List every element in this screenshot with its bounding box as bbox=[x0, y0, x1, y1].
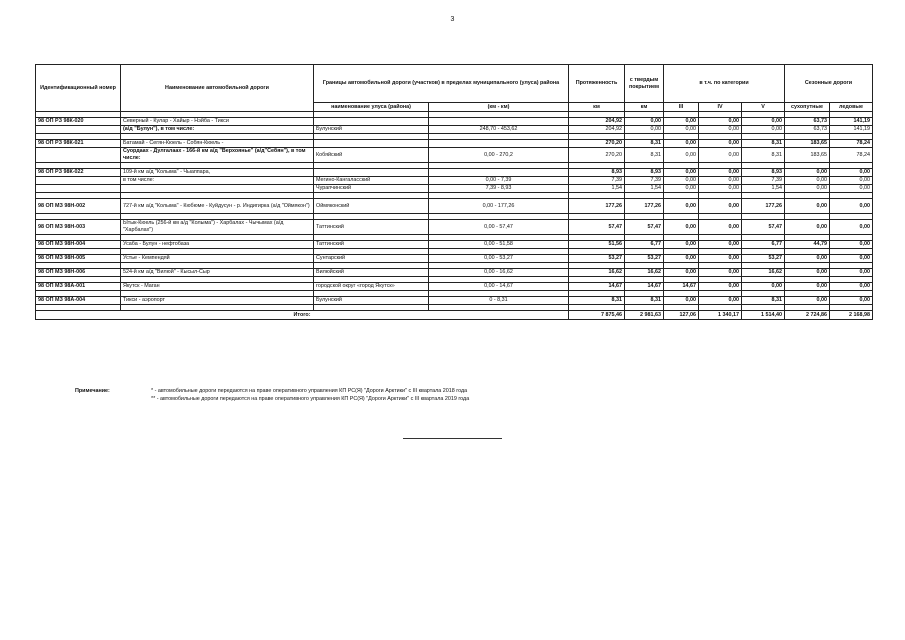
table-cell-name: 727-й км а/д "Колыма" - Кюбюме - Куйдусун - р. Индигирка (а/д "Оймякон") bbox=[121, 199, 314, 214]
table-cell-name: Тикси - аэропорт bbox=[121, 297, 314, 305]
table-cell-c5: 8,31 bbox=[742, 148, 785, 163]
header-unit-km: км bbox=[625, 103, 664, 112]
table-cell-c3: 0,00 bbox=[664, 169, 699, 177]
table-cell-c3: 0,00 bbox=[664, 199, 699, 214]
table-cell-len: 51,56 bbox=[569, 241, 625, 249]
header-cat5: V bbox=[742, 103, 785, 112]
table-cell-district: городской округ «город Якутск» bbox=[314, 283, 429, 291]
note-item: * - автомобильные дороги передаются на праве оперативного управления КП РС(Я) "Дороги Арктики" с III квартала 2018 года bbox=[151, 388, 468, 394]
header-cat3: III bbox=[664, 103, 699, 112]
table-cell-dry: 0,00 bbox=[785, 185, 830, 193]
table-cell-district: Вилюйский bbox=[314, 269, 429, 277]
table-row bbox=[36, 255, 873, 263]
table-cell-c3: 0,00 bbox=[664, 177, 699, 185]
table-row bbox=[36, 297, 873, 305]
table-cell-len: 14,67 bbox=[569, 283, 625, 291]
table-cell-district: Оймяконский bbox=[314, 199, 429, 214]
table-cell-dry: 63,73 bbox=[785, 126, 830, 134]
header-row bbox=[36, 65, 873, 103]
table-cell-district: Мегино-Кангаласский bbox=[314, 177, 429, 185]
table-cell-c3: 0,00 bbox=[664, 255, 699, 263]
table-cell-c4: 0,00 bbox=[699, 118, 742, 126]
table-cell-c3: 0,00 bbox=[664, 269, 699, 277]
table-cell-name: Якутск - Маган bbox=[121, 283, 314, 291]
table-cell-id: 98 ОП МЗ 98Н-003 bbox=[36, 220, 121, 235]
total-c4: 1 340,17 bbox=[699, 311, 742, 320]
table-row bbox=[36, 118, 873, 126]
table-cell-id: 98 ОП МЗ 98А-004 bbox=[36, 297, 121, 305]
table-cell-ice: 0,00 bbox=[830, 199, 873, 214]
table-cell-district bbox=[314, 140, 429, 148]
table-cell-district: Кобяйский bbox=[314, 148, 429, 163]
table-row bbox=[36, 169, 873, 177]
table-row bbox=[36, 283, 873, 291]
table-cell-c4: 0,00 bbox=[699, 185, 742, 193]
header-cat4: IV bbox=[699, 103, 742, 112]
table-cell-c3: 0,00 bbox=[664, 140, 699, 148]
header-length: Протяженность bbox=[569, 65, 625, 103]
table-cell-c5: 8,31 bbox=[742, 297, 785, 305]
table-cell-dry: 183,65 bbox=[785, 148, 830, 163]
header-dry: сухопутные bbox=[785, 103, 830, 112]
table-cell-len: 177,26 bbox=[569, 199, 625, 214]
table-cell-dry: 0,00 bbox=[785, 177, 830, 185]
table-cell-c5: 53,27 bbox=[742, 255, 785, 263]
header-bounds: Границы автомобильной дороги (участков) в пределах муниципального (улуса) района bbox=[314, 65, 569, 103]
page-number: 3 bbox=[450, 16, 455, 23]
total-dry: 2 724,86 bbox=[785, 311, 830, 320]
table-cell-c5: 57,47 bbox=[742, 220, 785, 235]
table-cell-hard: 6,77 bbox=[625, 241, 664, 249]
table-cell-hard: 177,26 bbox=[625, 199, 664, 214]
table-cell-dry: 0,00 bbox=[785, 269, 830, 277]
table-cell-km: 0,00 - 53,27 bbox=[429, 255, 569, 263]
table-cell-dry: 0,00 bbox=[785, 199, 830, 214]
table-cell-c4: 0,00 bbox=[699, 140, 742, 148]
table-cell-km bbox=[429, 118, 569, 126]
table-cell-hard: 53,27 bbox=[625, 255, 664, 263]
roads-table bbox=[35, 64, 873, 320]
table-cell-id: 98 ОП МЗ 98Н-006 bbox=[36, 269, 121, 277]
table-cell-c5: 16,62 bbox=[742, 269, 785, 277]
table-cell-ice: 0,00 bbox=[830, 269, 873, 277]
total-row bbox=[36, 311, 873, 320]
table-cell-c3: 0,00 bbox=[664, 126, 699, 134]
table-cell-ice: 0,00 bbox=[830, 297, 873, 305]
table-cell-c4: 0,00 bbox=[699, 199, 742, 214]
table-cell-id bbox=[36, 126, 121, 134]
table-cell-c5: 8,93 bbox=[742, 169, 785, 177]
table-cell-name: Устье - Кемпендяй bbox=[121, 255, 314, 263]
table-cell-dry: 0,00 bbox=[785, 220, 830, 235]
table-body bbox=[36, 112, 873, 320]
table-cell-dry: 0,00 bbox=[785, 255, 830, 263]
table-cell-len: 1,54 bbox=[569, 185, 625, 193]
table-cell-name: Ытык-Кюель (256-й км а/д "Колыма") - Харбалах - Чычымах (а/д "Харбалах") bbox=[121, 220, 314, 235]
table-row bbox=[36, 126, 873, 134]
table-cell-c3: 0,00 bbox=[664, 118, 699, 126]
table-cell-len: 270,20 bbox=[569, 148, 625, 163]
table-cell-ice: 0,00 bbox=[830, 169, 873, 177]
header-by-category: в т.ч. по категории bbox=[664, 65, 785, 103]
total-c3: 127,06 bbox=[664, 311, 699, 320]
table-cell-c4: 0,00 bbox=[699, 241, 742, 249]
table-cell-c4: 0,00 bbox=[699, 177, 742, 185]
table-cell-name: Батамай - Сегян-Кюель - Собян-Кюель - bbox=[121, 140, 314, 148]
table-cell-len: 270,20 bbox=[569, 140, 625, 148]
table-cell-km: 0,00 - 7,39 bbox=[429, 177, 569, 185]
header-bounds-km: (км - км) bbox=[429, 103, 569, 112]
table-cell-district: Чурапчинский bbox=[314, 185, 429, 193]
table-cell-len: 8,93 bbox=[569, 169, 625, 177]
table-cell-name: 524-й км а/д "Вилюй" - Кысыл-Сыр bbox=[121, 269, 314, 277]
table-cell-c5: 0,00 bbox=[742, 126, 785, 134]
table-cell-ice: 0,00 bbox=[830, 220, 873, 235]
table-cell-name: Северный - Кулар - Хайыр - Нэйба - Тикси bbox=[121, 118, 314, 126]
table-cell-c5: 0,00 bbox=[742, 118, 785, 126]
table-cell-id: 98 ОП РЗ 98К-021 bbox=[36, 140, 121, 148]
header-name: Наименование автомобильной дороги bbox=[121, 65, 314, 112]
table-cell-dry: 44,79 bbox=[785, 241, 830, 249]
notes-list bbox=[151, 387, 469, 403]
table-cell-district: Таттинский bbox=[314, 220, 429, 235]
table-cell-ice: 141,19 bbox=[830, 126, 873, 134]
table-cell-km: 7,39 - 8,93 bbox=[429, 185, 569, 193]
table-cell-c4: 0,00 bbox=[699, 269, 742, 277]
table-cell-len: 16,62 bbox=[569, 269, 625, 277]
table-row bbox=[36, 177, 873, 185]
table-cell-c3: 14,67 bbox=[664, 283, 699, 291]
table-cell-c4: 0,00 bbox=[699, 126, 742, 134]
table-cell-c4: 0,00 bbox=[699, 220, 742, 235]
note-item: ** - автомобильные дороги передаются на праве оперативного управления КП РС(Я) "Дороги Арктики" с III квартала 2019 года bbox=[151, 396, 470, 402]
table-cell-dry: 0,00 bbox=[785, 283, 830, 291]
total-ice: 2 168,98 bbox=[830, 311, 873, 320]
table-cell-ice: 0,00 bbox=[830, 255, 873, 263]
table-cell-c4: 0,00 bbox=[699, 169, 742, 177]
table-row bbox=[36, 241, 873, 249]
table-cell-c5: 7,39 bbox=[742, 177, 785, 185]
table-cell-c5: 6,77 bbox=[742, 241, 785, 249]
table-cell-dry: 0,00 bbox=[785, 169, 830, 177]
table-row bbox=[36, 140, 873, 148]
table-cell-ice: 78,24 bbox=[830, 140, 873, 148]
table-cell-c3: 0,00 bbox=[664, 241, 699, 249]
table-cell-km bbox=[429, 169, 569, 177]
table-cell-km: 0,00 - 16,62 bbox=[429, 269, 569, 277]
table-cell-district: Таттинский bbox=[314, 241, 429, 249]
table-cell-hard: 8,31 bbox=[625, 148, 664, 163]
table-cell-c4: 0,00 bbox=[699, 148, 742, 163]
table-cell-c3: 0,00 bbox=[664, 220, 699, 235]
table-cell-dry: 0,00 bbox=[785, 297, 830, 305]
table-cell-ice: 0,00 bbox=[830, 241, 873, 249]
total-c5: 1 514,40 bbox=[742, 311, 785, 320]
total-label: Итого: bbox=[36, 311, 569, 320]
table-cell-c4: 0,00 bbox=[699, 283, 742, 291]
table-cell-hard: 8,31 bbox=[625, 140, 664, 148]
table-cell-id: 98 ОП МЗ 98Н-005 bbox=[36, 255, 121, 263]
table-cell-c3: 0,00 bbox=[664, 297, 699, 305]
table-cell-district bbox=[314, 169, 429, 177]
table-cell-km: 0,00 - 177,26 bbox=[429, 199, 569, 214]
table-cell-ice: 0,00 bbox=[830, 177, 873, 185]
header-unit-km: км bbox=[569, 103, 625, 112]
table-cell-name: 109-й км а/д "Колыма" - Чыаппара, bbox=[121, 169, 314, 177]
table-cell-ice: 0,00 bbox=[830, 185, 873, 193]
table-cell-hard: 0,00 bbox=[625, 126, 664, 134]
total-hard: 2 981,63 bbox=[625, 311, 664, 320]
table-cell-len: 204,92 bbox=[569, 118, 625, 126]
table-cell-hard: 14,67 bbox=[625, 283, 664, 291]
table-cell-len: 204,92 bbox=[569, 126, 625, 134]
table-cell-len: 8,31 bbox=[569, 297, 625, 305]
table-cell-district: Сунтарский bbox=[314, 255, 429, 263]
table-cell-km: 0 - 8,31 bbox=[429, 297, 569, 305]
table-cell-c4: 0,00 bbox=[699, 297, 742, 305]
table-cell-len: 53,27 bbox=[569, 255, 625, 263]
total-len: 7 875,46 bbox=[569, 311, 625, 320]
table-cell-ice: 141,19 bbox=[830, 118, 873, 126]
table-cell-len: 57,47 bbox=[569, 220, 625, 235]
table-cell-id: 98 ОП МЗ 98Н-002 bbox=[36, 199, 121, 214]
table-cell-hard: 16,62 bbox=[625, 269, 664, 277]
table-cell-id: 98 ОП РЗ 98К-022 bbox=[36, 169, 121, 177]
table-row bbox=[36, 199, 873, 214]
table-cell-c5: 177,26 bbox=[742, 199, 785, 214]
table-cell-c5: 1,54 bbox=[742, 185, 785, 193]
table-cell-dry: 63,73 bbox=[785, 118, 830, 126]
table-cell-ice: 0,00 bbox=[830, 283, 873, 291]
table-row bbox=[36, 185, 873, 193]
header-seasonal: Сезонные дороги bbox=[785, 65, 873, 103]
table-cell-km: 0,00 - 14,67 bbox=[429, 283, 569, 291]
header-hard-surface: с твердым покрытием bbox=[625, 65, 664, 103]
table-cell-len: 7,39 bbox=[569, 177, 625, 185]
table-cell-c4: 0,00 bbox=[699, 255, 742, 263]
header-ice: ледовые bbox=[830, 103, 873, 112]
divider bbox=[403, 438, 502, 439]
table-cell-hard: 1,54 bbox=[625, 185, 664, 193]
table-cell-id: 98 ОП МЗ 98А-001 bbox=[36, 283, 121, 291]
table-cell-name bbox=[121, 185, 314, 193]
table-cell-name: (а/д "Булун"), в том числе: bbox=[121, 126, 314, 134]
table-cell-name: Суордаах - Дулгалаах - 166-й км а/д "Верхоянье" (а/д"Себян"), в том числе: bbox=[121, 148, 314, 163]
header-bounds-district: наименование улуса (района) bbox=[314, 103, 429, 112]
table-cell-c3: 0,00 bbox=[664, 148, 699, 163]
table-row bbox=[36, 220, 873, 235]
table-cell-district: Булунский bbox=[314, 126, 429, 134]
table-cell-hard: 8,93 bbox=[625, 169, 664, 177]
table-cell-km: 0,00 - 51,58 bbox=[429, 241, 569, 249]
table-cell-hard: 57,47 bbox=[625, 220, 664, 235]
table-cell-km: 0,00 - 270,2 bbox=[429, 148, 569, 163]
table-row bbox=[36, 269, 873, 277]
table-cell-c5: 0,00 bbox=[742, 283, 785, 291]
table-cell-hard: 8,31 bbox=[625, 297, 664, 305]
notes-label: Примечание: bbox=[75, 388, 110, 394]
table-cell-hard: 0,00 bbox=[625, 118, 664, 126]
table-cell-c3: 0,00 bbox=[664, 185, 699, 193]
table-cell-name: в том числе: bbox=[121, 177, 314, 185]
table-cell-dry: 183,65 bbox=[785, 140, 830, 148]
table-cell-c5: 8,31 bbox=[742, 140, 785, 148]
table-cell-km: 248,70 - 453,62 bbox=[429, 126, 569, 134]
table-cell-id: 98 ОП РЗ 98К-020 bbox=[36, 118, 121, 126]
table-cell-id: 98 ОП МЗ 98Н-004 bbox=[36, 241, 121, 249]
table-cell-id bbox=[36, 177, 121, 185]
table-cell-id bbox=[36, 185, 121, 193]
table-row bbox=[36, 148, 873, 163]
table-cell-district: Булунский bbox=[314, 297, 429, 305]
table-cell-name: Усаба - Булун - нефтобаза bbox=[121, 241, 314, 249]
table-cell-hard: 7,39 bbox=[625, 177, 664, 185]
table-cell-district bbox=[314, 118, 429, 126]
table-cell-km: 0,00 - 57,47 bbox=[429, 220, 569, 235]
table-cell-id bbox=[36, 148, 121, 163]
table-cell-ice: 78,24 bbox=[830, 148, 873, 163]
table-cell-km bbox=[429, 140, 569, 148]
header-id: Идентификационный номер bbox=[36, 65, 121, 112]
